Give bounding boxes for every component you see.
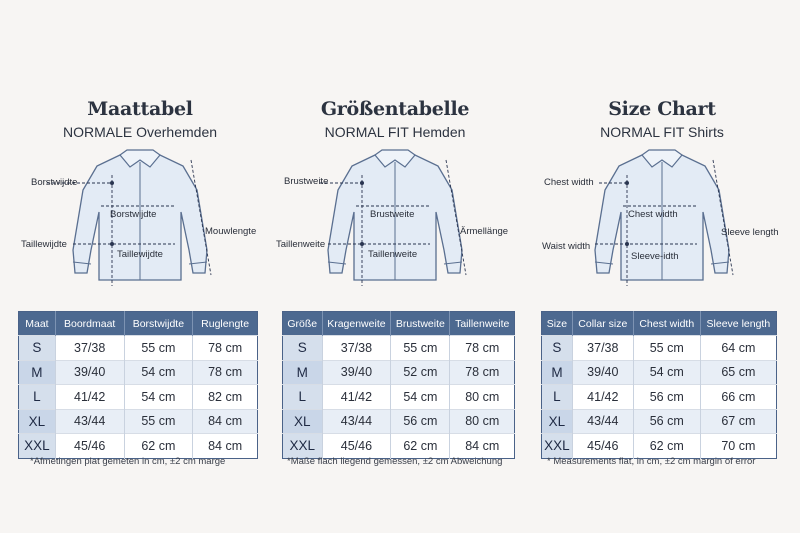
size-table	[282, 311, 515, 459]
table-cell: 45/46	[55, 434, 124, 459]
table-row	[542, 409, 777, 434]
column-header: Taillenweite	[450, 312, 515, 336]
size-cell: XXL	[283, 434, 323, 459]
waist-label-outer: Taillewijdte	[21, 239, 67, 250]
table-row	[542, 434, 777, 459]
table-cell: 84 cm	[450, 434, 515, 459]
shirt-diagram	[15, 140, 265, 300]
table-cell: 80 cm	[450, 385, 515, 410]
shirt-diagram	[537, 140, 787, 300]
table-row	[19, 336, 258, 361]
panel-title: Größentabelle	[320, 98, 470, 120]
table-header-row	[19, 312, 258, 336]
size-cell: S	[542, 336, 573, 361]
size-table	[18, 311, 258, 459]
table-cell: 43/44	[572, 409, 633, 434]
table-row	[542, 360, 777, 385]
panel-english	[537, 0, 787, 533]
table-cell: 55 cm	[124, 409, 193, 434]
table-cell: 55 cm	[124, 336, 193, 361]
panel-subtitle: NORMAL FIT Hemden	[324, 124, 466, 140]
table-cell: 54 cm	[124, 385, 193, 410]
measurement-note: *Maße flach liegend gemessen, ±2 cm Abweichung	[287, 456, 503, 467]
chest-label-inner: Chest width	[628, 209, 678, 220]
table-cell: 43/44	[55, 409, 124, 434]
sleeve-label: Sleeve length	[721, 227, 779, 238]
table-cell: 43/44	[322, 409, 391, 434]
table-cell: 78 cm	[450, 336, 515, 361]
table-cell: 56 cm	[633, 385, 700, 410]
size-cell: L	[542, 385, 573, 410]
table-row	[19, 385, 258, 410]
size-cell: XL	[283, 409, 323, 434]
column-header: Kragenweite	[322, 312, 391, 336]
table-cell: 41/42	[322, 385, 391, 410]
waist-label-inner: Taillenweite	[368, 249, 418, 260]
size-cell: M	[283, 360, 323, 385]
measurement-note: *Afmetingen plat gemeten in cm, ±2 cm marge	[30, 456, 226, 467]
waist-label-inner: Sleeve-idth	[631, 251, 679, 262]
panel-title: Size Chart	[608, 98, 716, 120]
table-row	[283, 434, 515, 459]
chest-label-inner: Borstwijdte	[110, 209, 157, 220]
table-cell: 84 cm	[193, 434, 258, 459]
table-cell: 37/38	[572, 336, 633, 361]
table-row	[19, 434, 258, 459]
waist-label-outer: Taillenweite	[276, 239, 326, 250]
table-cell: 56 cm	[391, 409, 450, 434]
table-cell: 39/40	[572, 360, 633, 385]
table-cell: 78 cm	[193, 336, 258, 361]
size-cell: M	[542, 360, 573, 385]
measurement-note: * Measurements flat, in cm, ±2 cm margin of error	[547, 456, 756, 467]
table-cell: 84 cm	[193, 409, 258, 434]
panel-title: Maattabel	[87, 98, 193, 120]
table-cell: 78 cm	[450, 360, 515, 385]
chest-label-outer: Chest width	[544, 177, 594, 188]
column-header: Borstwijdte	[124, 312, 193, 336]
column-header: Size	[542, 312, 573, 336]
size-cell: XL	[542, 409, 573, 434]
size-cell: XL	[19, 409, 56, 434]
size-table	[541, 311, 777, 459]
table-cell: 55 cm	[633, 336, 700, 361]
table-header-row	[283, 312, 515, 336]
table-row	[542, 385, 777, 410]
column-header: Collar size	[572, 312, 633, 336]
table-cell: 82 cm	[193, 385, 258, 410]
table-cell: 62 cm	[391, 434, 450, 459]
size-cell: M	[19, 360, 56, 385]
panel-subtitle: NORMALE Overhemden	[62, 124, 218, 140]
table-row	[283, 385, 515, 410]
column-header: Boordmaat	[55, 312, 124, 336]
table-cell: 78 cm	[193, 360, 258, 385]
table-cell: 66 cm	[700, 385, 776, 410]
table-cell: 80 cm	[450, 409, 515, 434]
size-cell: L	[283, 385, 323, 410]
table-cell: 67 cm	[700, 409, 776, 434]
sleeve-label: Ärmellänge	[460, 226, 509, 237]
table-cell: 54 cm	[124, 360, 193, 385]
size-cell: S	[19, 336, 56, 361]
chest-label-outer: Brustweite	[284, 176, 329, 187]
column-header: Chest width	[633, 312, 700, 336]
table-cell: 62 cm	[124, 434, 193, 459]
table-cell: 62 cm	[633, 434, 700, 459]
waist-label-inner: Taillewijdte	[117, 249, 163, 260]
sleeve-label: Mouwlengte	[205, 226, 257, 237]
size-cell: XXL	[542, 434, 573, 459]
chest-label-inner: Brustweite	[370, 209, 415, 220]
panel-subtitle: NORMAL FIT Shirts	[600, 124, 724, 140]
table-row	[283, 409, 515, 434]
column-header: Brustweite	[391, 312, 450, 336]
table-cell: 55 cm	[391, 336, 450, 361]
table-cell: 37/38	[322, 336, 391, 361]
table-cell: 52 cm	[391, 360, 450, 385]
table-cell: 41/42	[572, 385, 633, 410]
table-cell: 39/40	[55, 360, 124, 385]
size-cell: S	[283, 336, 323, 361]
table-row	[542, 336, 777, 361]
size-cell: XXL	[19, 434, 56, 459]
panel-german	[270, 0, 520, 533]
size-cell: L	[19, 385, 56, 410]
table-cell: 54 cm	[633, 360, 700, 385]
table-cell: 65 cm	[700, 360, 776, 385]
table-row	[19, 409, 258, 434]
table-row	[19, 360, 258, 385]
table-cell: 54 cm	[391, 385, 450, 410]
table-cell: 39/40	[322, 360, 391, 385]
table-cell: 64 cm	[700, 336, 776, 361]
panel-dutch	[15, 0, 265, 533]
table-row	[283, 360, 515, 385]
column-header: Größe	[283, 312, 323, 336]
table-cell: 56 cm	[633, 409, 700, 434]
chest-label-outer: Borstwijdte	[31, 177, 78, 188]
column-header: Sleeve length	[700, 312, 776, 336]
table-row	[283, 336, 515, 361]
column-header: Maat	[19, 312, 56, 336]
table-cell: 45/46	[572, 434, 633, 459]
waist-label-outer: Waist width	[542, 241, 591, 252]
shirt-diagram	[270, 140, 520, 300]
table-cell: 70 cm	[700, 434, 776, 459]
column-header: Ruglengte	[193, 312, 258, 336]
table-cell: 37/38	[55, 336, 124, 361]
table-header-row	[542, 312, 777, 336]
table-cell: 45/46	[322, 434, 391, 459]
table-cell: 41/42	[55, 385, 124, 410]
